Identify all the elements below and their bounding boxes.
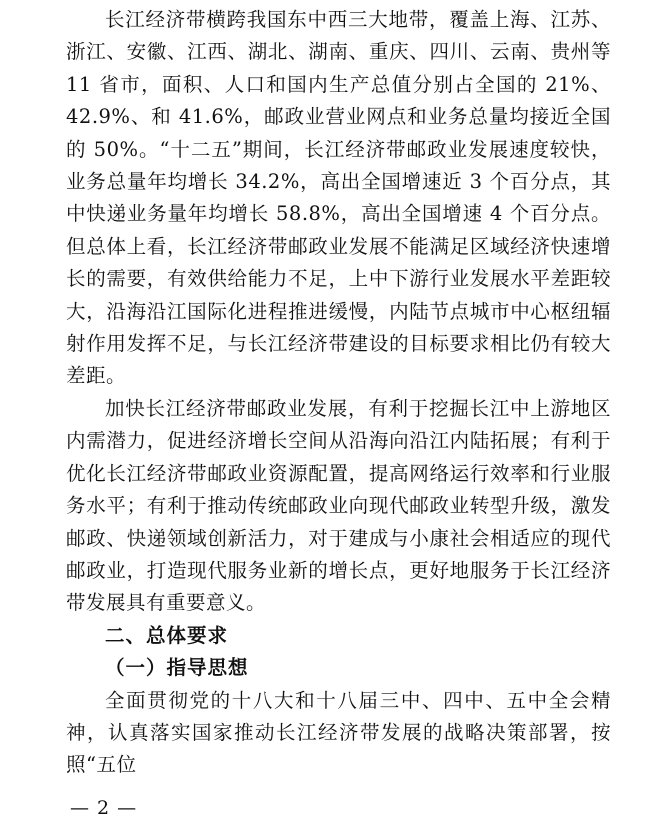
subsection-heading: （一）指导思想 bbox=[105, 656, 249, 680]
body-paragraph-1: 长江经济带横跨我国东中西三大地带，覆盖上海、江苏、浙江、安徽、江西、湖北、湖南、重庆、四川、云南、贵州等 11 省市，面积、人口和国内生产总值分别占全国的 21%、42.9%、和 41.6%，邮政业营业网点和业务总量均接近全国的 50%。“十二五”期间，长江经济带邮政业发展速度较快，业务总量年均增长 34.2%，高出全国增速近 3 个百分点，其中快递业务量年均增长 58.8%，高出全国增速 4 个百分点。但总体上看，长江经济带邮政业发展不能满足区域经济快速增长的需要，有效供给能力不足，上中下游行业发展水平差距较大，沿海沿江国际化进程推进缓慢，内陆节点城市中心枢纽辐射作用发挥不足，与长江经济带建设的目标要求相比仍有较大差距。 bbox=[66, 8, 611, 388]
body-paragraph-2: 加快长江经济带邮政业发展，有利于挖掘长江中上游地区内需潜力，促进经济增长空间从沿海向沿江内陆拓展；有利于优化长江经济带邮政业资源配置，提高网络运行效率和行业服务水平；有利于推动传统邮政业向现代邮政业转型升级，激发邮政、快递领域创新活力，对于建成与小康社会相适应的现代邮政业，打造现代服务业新的增长点，更好地服务于长江经济带发展具有重要意义。 bbox=[66, 396, 611, 615]
page-number: — 2 — bbox=[70, 797, 138, 819]
body-paragraph-3: 全面贯彻党的十八大和十八届三中、四中、五中全会精神，认真落实国家推动长江经济带发展的战略决策部署，按照“五位 bbox=[66, 688, 611, 777]
document-page bbox=[66, 0, 611, 782]
section-heading: 二、总体要求 bbox=[105, 623, 229, 647]
